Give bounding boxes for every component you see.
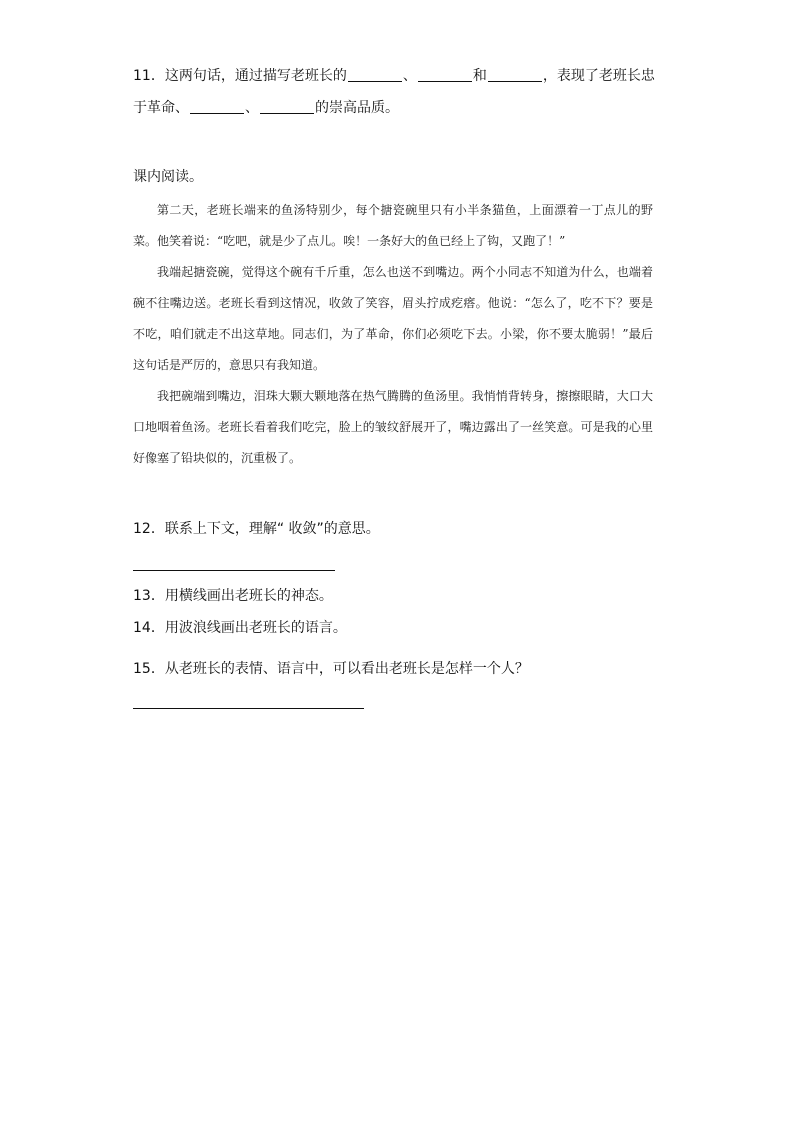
- answer-blank[interactable]: [348, 67, 402, 82]
- answer-blank[interactable]: [190, 99, 244, 114]
- passage-paragraph: 第二天，老班长端来的鱼汤特别少，每个搪瓷碗里只有小半条猫鱼，上面漂着一丁点儿的野菜。他笑着说：“吃吧，就是少了点儿。唉！一条好大的鱼已经上了钩，又跑了！”: [133, 203, 653, 248]
- answer-blank[interactable]: [488, 67, 542, 82]
- question-12: 12．联系上下文，理解“ 收敛”的意思。: [133, 521, 380, 537]
- question-14: 14．用波浪线画出老班长的语言。: [133, 620, 347, 636]
- passage-paragraph: 我把碗端到嘴边，泪珠大颗大颗地落在热气腾腾的鱼汤里。我悄悄背转身，擦擦眼睛，大口大口地咽着鱼汤。老班长看着我们吃完，脸上的皱纹舒展开了，嘴边露出了一丝笑意。可是我的心里好像塞了铅块似的，沉重极了。: [133, 389, 653, 465]
- answer-blank[interactable]: [260, 99, 314, 114]
- answer-blank[interactable]: [418, 67, 472, 82]
- question-13: 13．用横线画出老班长的神态。: [133, 588, 333, 604]
- section-title: 课内阅读。: [133, 169, 203, 185]
- question-15: 15．从老班长的表情、语言中，可以看出老班长是怎样一个人？: [133, 661, 529, 677]
- reading-passage: [133, 195, 653, 474]
- question-11-line-1: 11．这两句话，通过描写老班长的 、 和 ，表现了老班长忠: [133, 68, 655, 84]
- passage-paragraph: 我端起搪瓷碗，觉得这个碗有千斤重，怎么也送不到嘴边。两个小同志不知道为什么，也端着碗不往嘴边送。老班长看到这情况，收敛了笑容，眉头拧成疙瘩。他说：“怎么了，吃不下？要是不吃，咱们就走不出这草地。同志们，为了革命，你们必须吃下去。小梁，你不要太脆弱！”最后这句话是严厉的，意思只有我知道。: [133, 265, 653, 372]
- question-11-line-2: 于革命、 、 的崇高品质。: [133, 100, 399, 116]
- answer-line[interactable]: [133, 570, 335, 571]
- answer-line[interactable]: [133, 708, 364, 709]
